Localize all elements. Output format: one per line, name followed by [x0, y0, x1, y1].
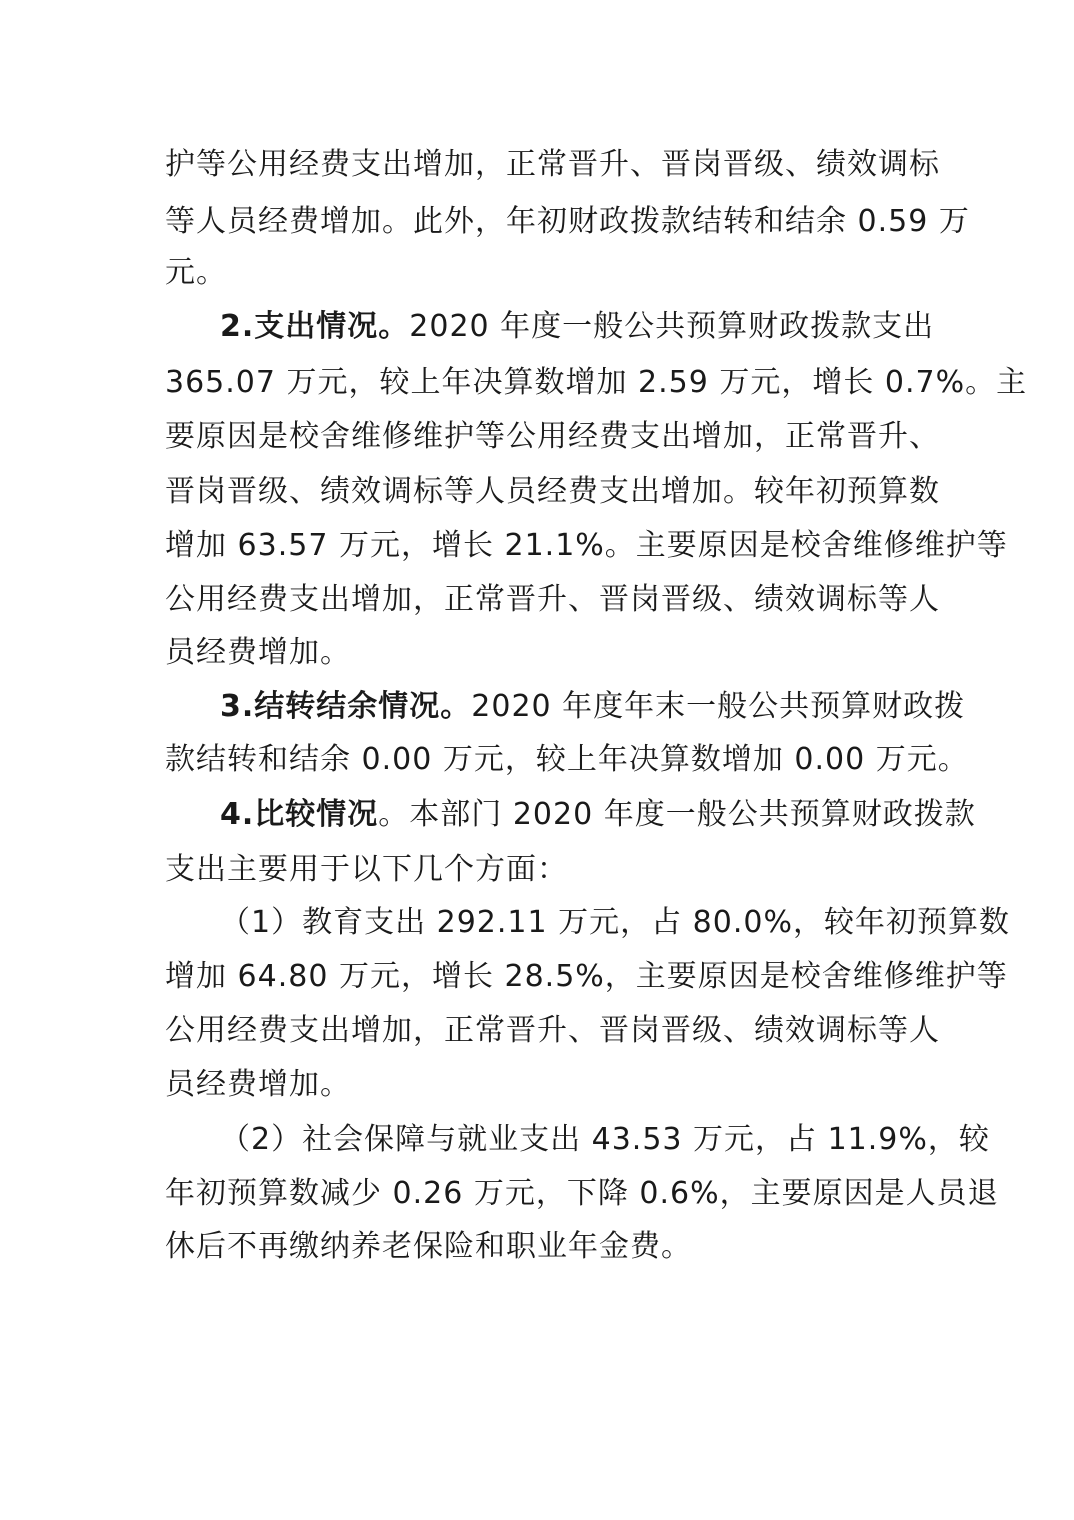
line-text: 公用经费支出增加，正常晋升、晋岗晋级、绩效调标等人 [165, 1013, 940, 1048]
body-line [165, 1217, 1074, 1277]
line-text: 员经费增加。 [165, 635, 351, 670]
body-line [165, 353, 1074, 413]
body-line [165, 623, 1074, 683]
line-text: 款结转和结余 0.00 万元，较上年决算数增加 0.00 万元。 [165, 742, 969, 777]
line-text: 公用经费支出增加，正常晋升、晋岗晋级、绩效调标等人 [165, 582, 940, 617]
line-text: （1）教育支出 292.11 万元，占 80.0%，较年初预算数 [220, 905, 1010, 940]
line-text: 365.07 万元，较上年决算数增加 2.59 万元，增长 0.7%。主 [165, 365, 1028, 400]
line-text: 员经费增加。 [165, 1067, 351, 1102]
body-line [165, 135, 1074, 195]
line-text: 元。 [165, 255, 227, 290]
line-text: （2）社会保障与就业支出 43.53 万元，占 11.9%，较 [220, 1122, 990, 1157]
body-line [165, 516, 1074, 576]
body-line [165, 243, 1074, 303]
section-heading: 4.比较情况 [220, 797, 379, 832]
section-heading-line [220, 677, 1074, 737]
line-text: 休后不再缴纳养老保险和职业年金费。 [165, 1229, 692, 1264]
section-heading: 3.结转结余情况。 [220, 689, 472, 724]
body-line [165, 407, 1074, 467]
line-text: 晋岗晋级、绩效调标等人员经费支出增加。较年初预算数 [165, 474, 940, 509]
line-text: 年初预算数减少 0.26 万元，下降 0.6%，主要原因是人员退 [165, 1176, 999, 1211]
body-line [165, 1001, 1074, 1061]
line-text: 。本部门 2020 年度一般公共预算财政拨款 [378, 797, 976, 832]
section-heading: 2.支出情况。 [220, 309, 410, 344]
list-item-line [220, 893, 1074, 953]
body-line [165, 1164, 1074, 1224]
body-line [165, 947, 1074, 1007]
line-text: 2020 年度年末一般公共预算财政拨 [471, 689, 966, 724]
line-text: 要原因是校舍维修维护等公用经费支出增加，正常晋升、 [165, 419, 940, 454]
line-text: 增加 64.80 万元，增长 28.5%，主要原因是校舍维修维护等 [165, 959, 1008, 994]
list-item-line [220, 1110, 1074, 1170]
body-line [165, 570, 1074, 630]
body-line [165, 730, 1074, 790]
line-text: 等人员经费增加。此外，年初财政拨款结转和结余 0.59 万 [165, 204, 970, 239]
body-line [165, 462, 1074, 522]
line-text: 2020 年度一般公共预算财政拨款支出 [409, 309, 935, 344]
line-text: 支出主要用于以下几个方面： [165, 852, 568, 887]
section-heading-line [220, 785, 1074, 845]
line-text: 护等公用经费支出增加，正常晋升、晋岗晋级、绩效调标 [165, 147, 940, 182]
body-line [165, 840, 1074, 900]
section-heading-line [220, 297, 1074, 357]
line-text: 增加 63.57 万元，增长 21.1%。主要原因是校舍维修维护等 [165, 528, 1008, 563]
body-line [165, 1055, 1074, 1115]
